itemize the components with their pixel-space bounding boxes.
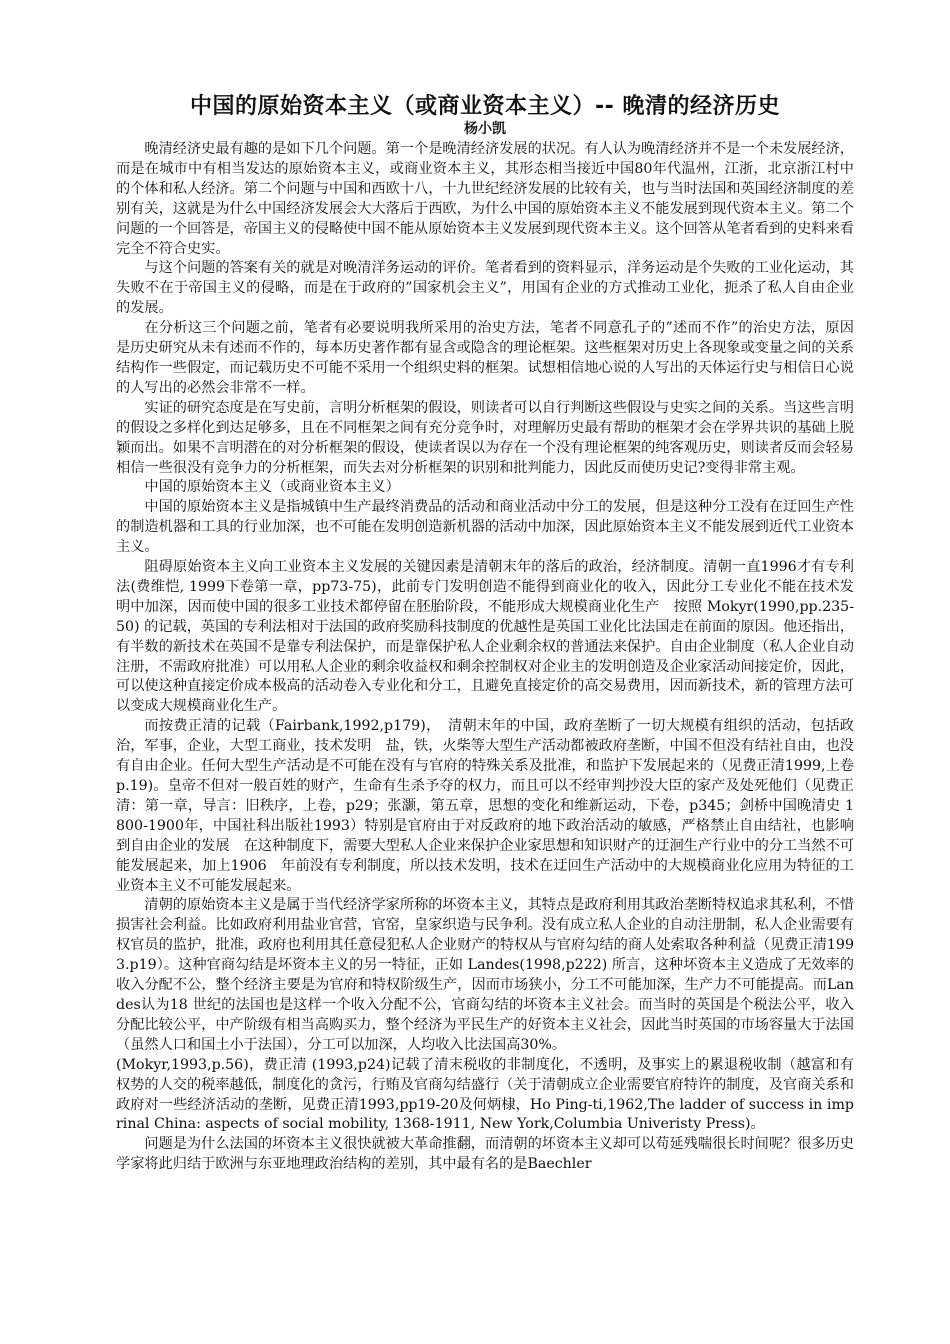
paragraph-1: 晚清经济史最有趣的是如下几个问题。第一个是晚清经济发展的状况。有人认为晚清经济并不是一个未发展经济，而是在城市中有相当发达的原始资本主义，或商业资本主义，其形态相当接近中国80年代温州，江浙，北京浙江村中的个体和私人经济。第二个问题与中国和西欧十八，十九世纪经济发展的比较有关，也与当时法国和英国经济制度的差别有关，这就是为什么中国经济发展会大大落后于西欧，为什么中国的原始资本主义不能发展到现代资本主义。第二个问题的一个回答是，帝国主义的侵略使中国不能从原始资本主义发展到现代资本主义。这个回答从笔者看到的史料来看完全不符合史实。	[116, 141, 854, 257]
paragraph-7: 而按费正清的记载（Fairbank,1992,p179)， 清朝末年的中国，政府垄断了一切大规模有组织的活动，包括政治，军事，企业，大型工商业，技术发明 盐，铁，火柴等大型生产活动都被政府垄断，中国不但没有结社自由，也没有自由企业。任何大型生产活动是不可能在没有与官府的特殊关系及批准，和监护下发展起来的（见费正清1999,上卷p.19)。皇帝不但对一般百姓的财产，生命有生杀予夺的权力，而且可以不经审判抄没大臣的家产及处死他们（见费正清：第一章，导言：旧秩序，上卷，p29；张灏，第五章，思想的变化和维新运动，下卷，p345；剑桥中国晚清史 1800-1900年，中国社科出版社1993）特别是官府由于对反政府的地下政治活动的敏感，严格禁止自由结社，也影响到自由企业的发展 在这种制度下，需要大型私人企业来保护企业家思想和知识财产的迂洄生产行业中的分工当然不可能发展起来，加上1906 年前没有专利制度，所以技术发明，技术在迂回生产活动中的大规模商业化应用为特征的工业资本主义不可能发展起来。	[116, 718, 854, 894]
document-author: 杨小凯	[464, 121, 506, 137]
paragraph-6: 阻碍原始资本主义向工业资本主义发展的关键因素是清朝末年的落后的政治，经济制度。清朝一直1996才有专利法(费维恺, 1999下卷第一章，pp73-75)，此前专门发明创造不能得到商业化的收入，因此分工专业化不能在技术发明中加深，因而使中国的很多工业技术都停留在胚胎阶段，不能形成大规模商业化生产 按照 Mokyr(1990,pp.235-50) 的记载，英国的专利法相对于法国的政府奖励科技制度的优越性是英国工业化比法国走在前面的原因。他还指出，有半数的新技术在英国不是靠专利法保护，而是靠保护私人企业剩余权的普通法来保护。自由企业制度（私人企业自动注册，不需政府批准）可以用私人企业的剩余收益权和剩余控制权对企业主的发明创造及企业家活动间接定价，因此，可以使这种直接定价成本极高的活动卷入专业化和分工，且避免直接定价的高交易费用，因而新技术，新的管理方法可以变成大规模商业化生产。	[116, 559, 854, 715]
paragraph-2: 与这个问题的答案有关的就是对晚清洋务运动的评价。笔者看到的资料显示，洋务运动是个失败的工业化运动，其失败不在于帝国主义的侵略，而是在于政府的”国家机会主义”，用国有企业的方式推动工业化，扼杀了私人自由企业的发展。	[116, 260, 854, 317]
paragraph-8: 清朝的原始资本主义是属于当代经济学家所称的坏资本主义，其特点是政府利用其政治垄断特权追求其私利，不惜损害社会利益。比如政府利用盐业官营，官窑，皇家织造与民争利。没有成立私人企业的自动注册制，私人企业需要有权官员的监护，批准，政府也利用其任意侵犯私人企业财产的特权从与官府勾结的商人处索取各种利益（见费正清1993.p19）。这种官商勾结是坏资本主义的另一特征，正如 Landes(1998,p222) 所言，这种坏资本主义造成了无效率的收入分配不公，整个经济主要是为官府和特权阶级生产，因而市场狭小，分工不可能加深，生产力不可能提高。而Landes认为18 世纪的法国也是这样一个收入分配不公，官商勾结的坏资本主义社会。而当时的英国是个税法公平，收入分配比较公平，中产阶级有相当高购买力，整个经济为平民生产的好资本主义社会，因此当时英国的市场容量大于法国（虽然人口和国土小于法国），分工可以加深，人均收入比法国高30%。	[116, 897, 854, 1053]
paragraph-5: 中国的原始资本主义是指城镇中生产最终消费品的活动和商业活动中分工的发展，但是这种分工没有在迂回生产性的制造机器和工具的行业加深，也不可能在发明创造新机器的活动中加深，因此原始资本主义不能发展到近代工业资本主义。	[116, 499, 854, 556]
paragraph-4: 实证的研究态度是在写史前，言明分析框架的假设，则读者可以自行判断这些假设与史实之间的关系。当这些言明的假设之多样化到达足够多，且在不同框架之间有充分竞争时，对理解历史最有帮助的框架才会在学界共识的基础上脱颖而出。如果不言明潜在的对分析框架的假设，使读者误以为存在一个没有理论框架的纯客观历史，则读者反而会轻易相信一些很没有竞争力的分析框架，而失去对分析框架的识别和批判能力，因此反而使历史记?变得非常主观。	[116, 399, 854, 476]
document-page	[116, 93, 854, 1175]
document-title: 中国的原始资本主义（或商业资本主义）-- 晚清的经济历史	[190, 94, 780, 119]
paragraph-3: 在分析这三个问题之前，笔者有必要说明我所采用的治史方法，笔者不同意孔子的”述而不作”的治史方法，原因是历史研究从未有述而不作的，每本历史著作都有显含或隐含的理论框架。这些框架对历史上各现象或变量之间的关系结构作一些假定，而记载历史不可能不采用一个组织史料的框架。试想相信地心说的人写出的天体运行史与相信日心说的人写出的必然会非常不一样。	[116, 320, 854, 396]
paragraph-10: 问题是为什么法国的坏资本主义很快就被大革命推翻，而清朝的坏资本主义却可以苟延残喘很长时间呢？很多历史学家将此归结于欧洲与东亚地理政治结构的差别，其中最有名的是Baechler	[116, 1136, 854, 1173]
document-body	[116, 140, 854, 1175]
paragraph-9: (Mokyr,1993,p.56)，费正清 (1993,p24)记载了清末税收的非制度化，不透明，及事实上的累退税收制（越富和有权势的人交的税率越低，制度化的贪污，行贿及官商勾结盛行（关于清朝成立企业需要官府特许的制度，及官商关系和政府对一些经济活动的垄断，见费正清1993,pp19-20及何炳棣，Ho Ping-ti,1962,The ladder of success in imprinal China: aspects of social mobility, 1368-1911, New York,Columbia Univeristy Press)。	[116, 1056, 854, 1133]
section-heading: 中国的原始资本主义（或商业资本主义）	[144, 479, 400, 496]
